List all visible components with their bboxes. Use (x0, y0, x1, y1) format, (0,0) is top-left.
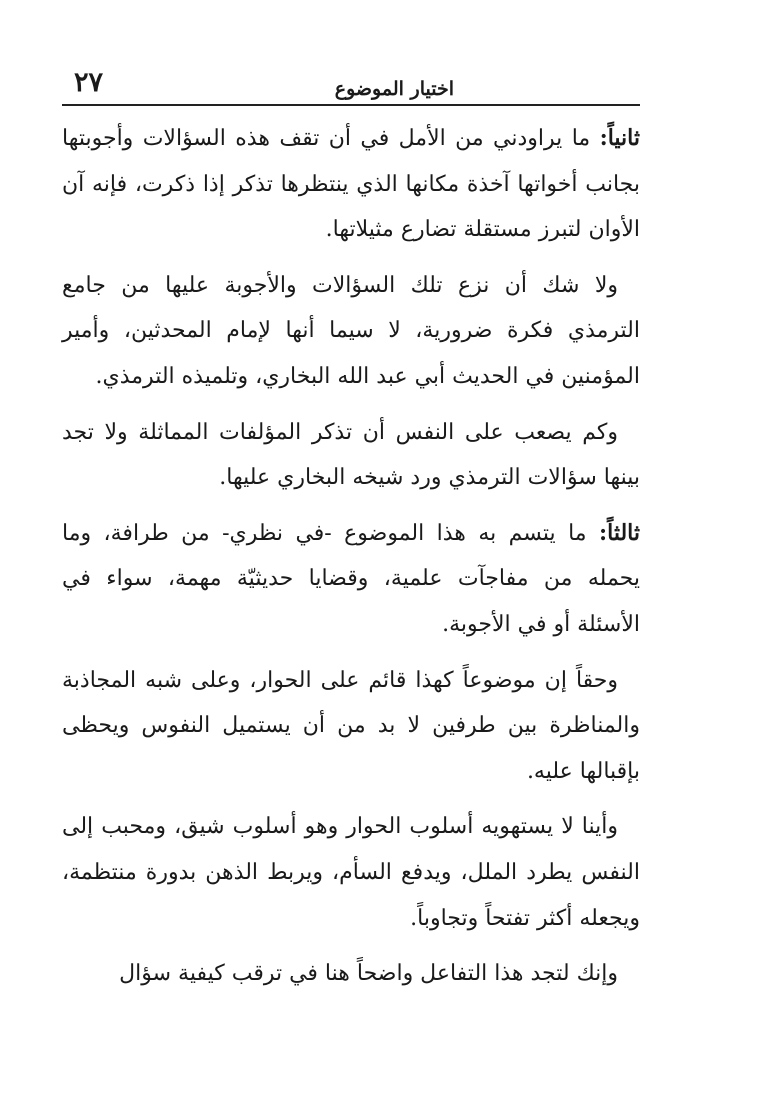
running-title: اختيار الموضوع (334, 78, 454, 100)
paragraph-text: وإنك لتجد هذا التفاعل واضحاً هنا في ترقب كيفية سؤال (119, 961, 618, 987)
paragraph (62, 658, 640, 795)
body-text (62, 116, 640, 1007)
page-header (62, 62, 640, 106)
paragraph (62, 263, 640, 400)
page-number: ٢٧ (74, 67, 104, 98)
paragraph-text: وكم يصعب على النفس أن تذكر المؤلفات المماثلة ولا تجد بينها سؤالات الترمذي ورد شيخه البخاري عليها. (62, 419, 640, 491)
paragraph (62, 511, 640, 648)
header-rule (62, 104, 640, 106)
paragraph-text: ما يتسم به هذا الموضوع -في نظري- من طرافة، وما يحمله من مفاجآت علمية، وقضايا حديثيّة مهمة، سواء في الأسئلة أو في الأجوبة. (62, 520, 640, 637)
paragraph-lead: ثالثاً: (599, 519, 640, 546)
paragraph-text: وأينا لا يستهويه أسلوب الحوار وهو أسلوب شيق، ومحبب إلى النفس يطرد الملل، ويدفع السأم، ويربط الذهن بدورة منتظمة، ويجعله أكثر تفتحاً وتجاوباً. (62, 814, 640, 931)
paragraph (62, 116, 640, 253)
paragraph (62, 410, 640, 501)
paragraph (62, 804, 640, 941)
paragraph-text: ما يراودني من الأمل في أن تقف هذه السؤالات وأجوبتها بجانب أخواتها آخذة مكانها الذي ينتظرها تذكر إذا ذكرت، فإنه آن الأوان لتبرز مستقلة تضارع مثيلاتها. (62, 126, 640, 243)
paragraph-text: ولا شك أن نزع تلك السؤالات والأجوبة عليها من جامع الترمذي فكرة ضرورية، لا سيما أنها لإمام المحدثين، وأمير المؤمنين في الحديث أبي عبد الله البخاري، وتلميذه الترمذي. (62, 272, 640, 389)
paragraph-text: وحقاً إن موضوعاً كهذا قائم على الحوار، وعلى شبه المجاذبة والمناظرة بين طرفين لا بد من أن يستميل النفوس ويحظى بإقبالها عليه. (62, 667, 640, 784)
paragraph (62, 951, 640, 997)
paragraph-lead: ثانياً: (599, 125, 640, 151)
